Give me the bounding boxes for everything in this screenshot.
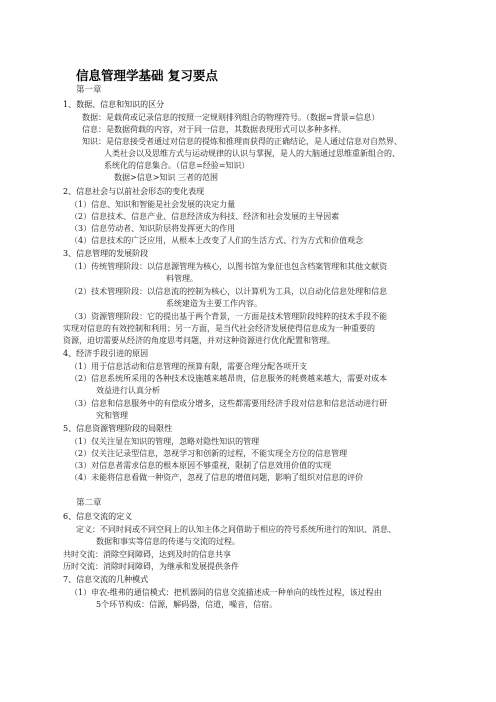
section-heading: 3、信息管理的发展阶段 xyxy=(63,249,149,258)
body-line: 信息：是数据荷载的内容，对于同一信息，其数据表现形式可以多种多样。 xyxy=(82,125,346,134)
body-line: 数据：是载荷或记录信息的按照一定规则排列组合的物理符号。（数据=背景=信息） xyxy=(82,113,380,122)
body-line: 人类社会以及思维方式与运动规律的认识与掌握，是人的大脑通过思维重新组合的、 xyxy=(104,149,400,158)
body-line: 知识：是信息接受者通过对信息的提炼和推理而获得的正确结论，是人通过信息对自然界、 xyxy=(82,137,402,146)
body-line: （1）用于信息活动和信息管理的预算有限，需要合理分配各项开支 xyxy=(70,362,308,371)
body-line: 系统化的信息集合。（信息=经验=知识） xyxy=(104,161,250,170)
section-heading: 4、经济手段引进的原因 xyxy=(63,349,149,358)
body-line: （1）申农-维弗的通信模式：把机器间的信息交流描述成一种单向的线性过程，该过程由 xyxy=(70,588,382,597)
body-line: （2）信息技术、信息产业、信息经济成为科技、经济和社会发展的主导因素 xyxy=(70,212,340,221)
body-line: 共时交流：消除空间障碍，达到及时的信息共享 xyxy=(63,550,231,559)
body-line: 料管理。 xyxy=(166,274,198,283)
body-line: （2）信息系统所采用的各种技术设施越来越昂贵，信息服务的耗费越来越大，需要对成本 xyxy=(70,374,388,383)
chapter-heading: 第二章 xyxy=(76,498,102,508)
section-heading: 2、信息社会与以前社会形态的变化表现 xyxy=(63,187,205,196)
body-line: （3）对信息者需求信息的根本原因不够重视，限制了信息效用价值的实现 xyxy=(70,461,332,470)
body-line: 系统建造为主要工作内容。 xyxy=(166,299,262,308)
body-line: 数据>信息>知识 三者的范围 xyxy=(114,173,218,182)
body-line: （3）资源管理阶段：它的提出基于两个背景，一方面是技术管理阶段纯粹的技术手段不能 xyxy=(70,312,388,321)
body-line: 资源，迫切需要从经济的角度思考问题，并对这种资源进行优化配置和管理。 xyxy=(63,336,335,345)
section-heading: 7、信息交流的几种模式 xyxy=(63,575,149,584)
body-line: （4）未能将信息看做一种资产，忽视了信息的增值问题，影响了组织对信息的评价 xyxy=(70,473,364,482)
body-line: 5个环节构成：信源，解码器，信道，噪音，信宿。 xyxy=(96,600,278,609)
body-line: 定义：不同时间或不同空间上的认知主体之间借助于相应的符号系统所进行的知识、消息、 xyxy=(76,525,396,534)
body-line: （3）信息劳动者、知识阶层将发挥更大的作用 xyxy=(70,224,236,233)
body-line: 实现对信息的有效控制和利用；另一方面，是当代社会经济发展使得信息成为一种重要的 xyxy=(63,324,375,333)
section-heading: 1、数据、信息和知识的区分 xyxy=(63,100,165,109)
body-line: （1）仅关注显在知识的管理，忽略对隐性知识的管理 xyxy=(70,437,260,446)
body-line: （4）信息技术的广泛应用，从根本上改变了人们的生活方式、行为方式和价值观念 xyxy=(70,236,364,245)
body-line: 历时交流：消除时间障碍，为继承和发展提供条件 xyxy=(63,562,239,571)
page-title: 信息管理学基础 复习要点 xyxy=(76,68,218,83)
body-line: （2）仅关注记录型信息，忽视学习和创新的过程，不能实现全方位的信息管理 xyxy=(70,449,348,458)
section-heading: 6、信息交流的定义 xyxy=(63,512,133,521)
body-line: （1）信息、知识和智能是社会发展的决定力量 xyxy=(70,200,236,209)
body-line: （1）传统管理阶段：以信息源管理为核心，以图书馆为象征也包含档案管理和其他文献资 xyxy=(70,262,388,271)
chapter-heading: 第一章 xyxy=(76,85,102,95)
section-heading: 5、信息资源管理阶段的局限性 xyxy=(63,424,173,433)
body-line: 数据和事实等信息的传递与交流的过程。 xyxy=(96,537,240,546)
body-line: （3）信息和信息服务中的有偿成分增多，这些都需要用经济手段对信息和信息活动进行研 xyxy=(70,399,388,408)
body-line: （2）技术管理阶段：以信息流的控制为核心，以计算机为工具，以自动化信息处理和信息 xyxy=(70,287,388,296)
body-line: 效益进行认真分析 xyxy=(96,386,160,395)
body-line: 究和管理 xyxy=(96,411,128,420)
